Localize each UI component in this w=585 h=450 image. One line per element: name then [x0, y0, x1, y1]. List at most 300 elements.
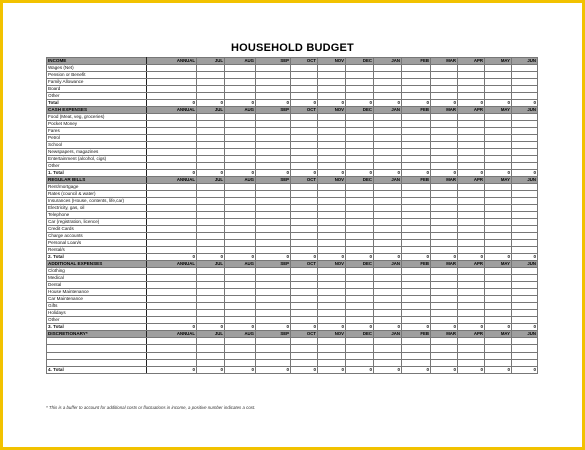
value-cell[interactable]: [346, 303, 374, 310]
value-cell[interactable]: [318, 226, 346, 233]
value-cell[interactable]: [225, 247, 256, 254]
value-cell[interactable]: [485, 184, 512, 191]
value-cell[interactable]: [147, 135, 197, 142]
value-cell[interactable]: [512, 163, 538, 170]
value-cell[interactable]: [256, 317, 291, 324]
value-cell[interactable]: [512, 156, 538, 163]
value-cell[interactable]: [458, 79, 485, 86]
value-cell[interactable]: [256, 79, 291, 86]
value-cell[interactable]: [374, 86, 402, 93]
value-cell[interactable]: [512, 149, 538, 156]
value-cell[interactable]: [346, 184, 374, 191]
value-cell[interactable]: [374, 317, 402, 324]
value-cell[interactable]: [147, 212, 197, 219]
value-cell[interactable]: [346, 233, 374, 240]
value-cell[interactable]: [402, 268, 431, 275]
value-cell[interactable]: [197, 65, 225, 72]
value-cell[interactable]: [458, 359, 485, 366]
value-cell[interactable]: [512, 268, 538, 275]
value-cell[interactable]: [256, 268, 291, 275]
value-cell[interactable]: [291, 240, 318, 247]
value-cell[interactable]: [197, 359, 225, 366]
value-cell[interactable]: [512, 226, 538, 233]
value-cell[interactable]: [256, 212, 291, 219]
value-cell[interactable]: [291, 338, 318, 345]
value-cell[interactable]: [431, 142, 458, 149]
value-cell[interactable]: [256, 289, 291, 296]
value-cell[interactable]: [485, 212, 512, 219]
value-cell[interactable]: [225, 86, 256, 93]
value-cell[interactable]: [512, 240, 538, 247]
value-cell[interactable]: [402, 233, 431, 240]
value-cell[interactable]: [458, 352, 485, 359]
value-cell[interactable]: [318, 359, 346, 366]
value-cell[interactable]: [458, 121, 485, 128]
value-cell[interactable]: [346, 72, 374, 79]
value-cell[interactable]: [291, 72, 318, 79]
value-cell[interactable]: [291, 317, 318, 324]
value-cell[interactable]: [431, 338, 458, 345]
value-cell[interactable]: [197, 86, 225, 93]
value-cell[interactable]: [402, 317, 431, 324]
value-cell[interactable]: [197, 72, 225, 79]
value-cell[interactable]: [318, 72, 346, 79]
value-cell[interactable]: [512, 338, 538, 345]
value-cell[interactable]: [147, 184, 197, 191]
value-cell[interactable]: [225, 219, 256, 226]
value-cell[interactable]: [431, 289, 458, 296]
value-cell[interactable]: [225, 303, 256, 310]
value-cell[interactable]: [512, 303, 538, 310]
value-cell[interactable]: [402, 289, 431, 296]
value-cell[interactable]: [225, 317, 256, 324]
value-cell[interactable]: [431, 233, 458, 240]
value-cell[interactable]: [512, 282, 538, 289]
value-cell[interactable]: [485, 128, 512, 135]
value-cell[interactable]: [485, 114, 512, 121]
value-cell[interactable]: [147, 338, 197, 345]
value-cell[interactable]: [402, 212, 431, 219]
value-cell[interactable]: [431, 65, 458, 72]
value-cell[interactable]: [346, 310, 374, 317]
value-cell[interactable]: [225, 205, 256, 212]
value-cell[interactable]: [346, 135, 374, 142]
value-cell[interactable]: [512, 86, 538, 93]
value-cell[interactable]: [402, 114, 431, 121]
value-cell[interactable]: [431, 121, 458, 128]
value-cell[interactable]: [256, 345, 291, 352]
value-cell[interactable]: [346, 345, 374, 352]
value-cell[interactable]: [458, 226, 485, 233]
value-cell[interactable]: [291, 345, 318, 352]
value-cell[interactable]: [197, 352, 225, 359]
value-cell[interactable]: [346, 226, 374, 233]
value-cell[interactable]: [256, 163, 291, 170]
value-cell[interactable]: [485, 226, 512, 233]
value-cell[interactable]: [402, 338, 431, 345]
value-cell[interactable]: [291, 198, 318, 205]
value-cell[interactable]: [318, 240, 346, 247]
value-cell[interactable]: [318, 296, 346, 303]
value-cell[interactable]: [485, 72, 512, 79]
value-cell[interactable]: [485, 191, 512, 198]
value-cell[interactable]: [431, 219, 458, 226]
value-cell[interactable]: [512, 128, 538, 135]
value-cell[interactable]: [512, 212, 538, 219]
value-cell[interactable]: [256, 226, 291, 233]
value-cell[interactable]: [458, 184, 485, 191]
value-cell[interactable]: [318, 65, 346, 72]
value-cell[interactable]: [147, 275, 197, 282]
value-cell[interactable]: [291, 191, 318, 198]
value-cell[interactable]: [402, 191, 431, 198]
value-cell[interactable]: [485, 345, 512, 352]
value-cell[interactable]: [346, 114, 374, 121]
value-cell[interactable]: [346, 149, 374, 156]
value-cell[interactable]: [147, 303, 197, 310]
value-cell[interactable]: [147, 233, 197, 240]
value-cell[interactable]: [512, 296, 538, 303]
value-cell[interactable]: [291, 149, 318, 156]
value-cell[interactable]: [374, 191, 402, 198]
value-cell[interactable]: [225, 212, 256, 219]
value-cell[interactable]: [147, 149, 197, 156]
value-cell[interactable]: [374, 198, 402, 205]
value-cell[interactable]: [431, 156, 458, 163]
value-cell[interactable]: [225, 156, 256, 163]
value-cell[interactable]: [458, 114, 485, 121]
value-cell[interactable]: [291, 352, 318, 359]
value-cell[interactable]: [147, 345, 197, 352]
value-cell[interactable]: [512, 93, 538, 100]
value-cell[interactable]: [256, 247, 291, 254]
value-cell[interactable]: [197, 303, 225, 310]
value-cell[interactable]: [197, 268, 225, 275]
value-cell[interactable]: [374, 338, 402, 345]
value-cell[interactable]: [512, 345, 538, 352]
value-cell[interactable]: [458, 86, 485, 93]
value-cell[interactable]: [291, 128, 318, 135]
value-cell[interactable]: [374, 219, 402, 226]
value-cell[interactable]: [197, 282, 225, 289]
value-cell[interactable]: [318, 303, 346, 310]
value-cell[interactable]: [431, 191, 458, 198]
value-cell[interactable]: [225, 121, 256, 128]
value-cell[interactable]: [485, 359, 512, 366]
value-cell[interactable]: [512, 247, 538, 254]
value-cell[interactable]: [225, 149, 256, 156]
value-cell[interactable]: [225, 163, 256, 170]
value-cell[interactable]: [147, 72, 197, 79]
value-cell[interactable]: [256, 184, 291, 191]
value-cell[interactable]: [374, 359, 402, 366]
value-cell[interactable]: [431, 163, 458, 170]
value-cell[interactable]: [431, 184, 458, 191]
value-cell[interactable]: [402, 156, 431, 163]
value-cell[interactable]: [318, 184, 346, 191]
value-cell[interactable]: [431, 79, 458, 86]
value-cell[interactable]: [458, 275, 485, 282]
value-cell[interactable]: [402, 198, 431, 205]
value-cell[interactable]: [458, 338, 485, 345]
value-cell[interactable]: [458, 198, 485, 205]
value-cell[interactable]: [485, 233, 512, 240]
value-cell[interactable]: [374, 135, 402, 142]
value-cell[interactable]: [147, 310, 197, 317]
value-cell[interactable]: [256, 93, 291, 100]
value-cell[interactable]: [318, 212, 346, 219]
value-cell[interactable]: [291, 282, 318, 289]
value-cell[interactable]: [256, 303, 291, 310]
value-cell[interactable]: [225, 310, 256, 317]
value-cell[interactable]: [225, 198, 256, 205]
value-cell[interactable]: [256, 121, 291, 128]
value-cell[interactable]: [197, 205, 225, 212]
value-cell[interactable]: [318, 156, 346, 163]
value-cell[interactable]: [197, 226, 225, 233]
value-cell[interactable]: [256, 142, 291, 149]
value-cell[interactable]: [346, 191, 374, 198]
value-cell[interactable]: [291, 93, 318, 100]
value-cell[interactable]: [256, 352, 291, 359]
value-cell[interactable]: [485, 240, 512, 247]
value-cell[interactable]: [374, 352, 402, 359]
value-cell[interactable]: [318, 163, 346, 170]
value-cell[interactable]: [256, 240, 291, 247]
value-cell[interactable]: [197, 247, 225, 254]
value-cell[interactable]: [485, 282, 512, 289]
value-cell[interactable]: [225, 128, 256, 135]
value-cell[interactable]: [291, 212, 318, 219]
value-cell[interactable]: [346, 359, 374, 366]
value-cell[interactable]: [402, 296, 431, 303]
value-cell[interactable]: [256, 198, 291, 205]
value-cell[interactable]: [458, 282, 485, 289]
value-cell[interactable]: [256, 65, 291, 72]
value-cell[interactable]: [374, 345, 402, 352]
value-cell[interactable]: [225, 240, 256, 247]
value-cell[interactable]: [485, 156, 512, 163]
value-cell[interactable]: [346, 121, 374, 128]
value-cell[interactable]: [197, 142, 225, 149]
value-cell[interactable]: [431, 275, 458, 282]
value-cell[interactable]: [431, 240, 458, 247]
value-cell[interactable]: [147, 219, 197, 226]
value-cell[interactable]: [431, 135, 458, 142]
value-cell[interactable]: [346, 268, 374, 275]
value-cell[interactable]: [346, 317, 374, 324]
value-cell[interactable]: [485, 296, 512, 303]
value-cell[interactable]: [374, 121, 402, 128]
value-cell[interactable]: [346, 93, 374, 100]
value-cell[interactable]: [346, 156, 374, 163]
value-cell[interactable]: [485, 198, 512, 205]
value-cell[interactable]: [256, 114, 291, 121]
value-cell[interactable]: [197, 79, 225, 86]
value-cell[interactable]: [458, 135, 485, 142]
value-cell[interactable]: [374, 247, 402, 254]
value-cell[interactable]: [374, 212, 402, 219]
value-cell[interactable]: [512, 219, 538, 226]
value-cell[interactable]: [458, 156, 485, 163]
value-cell[interactable]: [374, 296, 402, 303]
value-cell[interactable]: [485, 268, 512, 275]
value-cell[interactable]: [431, 317, 458, 324]
value-cell[interactable]: [147, 93, 197, 100]
value-cell[interactable]: [225, 72, 256, 79]
value-cell[interactable]: [346, 240, 374, 247]
value-cell[interactable]: [485, 219, 512, 226]
value-cell[interactable]: [147, 114, 197, 121]
value-cell[interactable]: [318, 345, 346, 352]
value-cell[interactable]: [512, 310, 538, 317]
value-cell[interactable]: [197, 345, 225, 352]
value-cell[interactable]: [147, 163, 197, 170]
value-cell[interactable]: [374, 142, 402, 149]
value-cell[interactable]: [147, 268, 197, 275]
value-cell[interactable]: [346, 86, 374, 93]
value-cell[interactable]: [512, 79, 538, 86]
value-cell[interactable]: [374, 205, 402, 212]
value-cell[interactable]: [431, 128, 458, 135]
value-cell[interactable]: [225, 275, 256, 282]
value-cell[interactable]: [291, 219, 318, 226]
value-cell[interactable]: [431, 114, 458, 121]
value-cell[interactable]: [225, 184, 256, 191]
value-cell[interactable]: [197, 128, 225, 135]
value-cell[interactable]: [431, 310, 458, 317]
value-cell[interactable]: [485, 86, 512, 93]
value-cell[interactable]: [147, 352, 197, 359]
value-cell[interactable]: [197, 184, 225, 191]
value-cell[interactable]: [402, 275, 431, 282]
value-cell[interactable]: [402, 219, 431, 226]
value-cell[interactable]: [402, 247, 431, 254]
value-cell[interactable]: [256, 72, 291, 79]
value-cell[interactable]: [147, 198, 197, 205]
value-cell[interactable]: [318, 282, 346, 289]
value-cell[interactable]: [402, 345, 431, 352]
value-cell[interactable]: [512, 352, 538, 359]
value-cell[interactable]: [431, 303, 458, 310]
value-cell[interactable]: [402, 352, 431, 359]
value-cell[interactable]: [431, 198, 458, 205]
value-cell[interactable]: [374, 128, 402, 135]
value-cell[interactable]: [147, 191, 197, 198]
value-cell[interactable]: [291, 310, 318, 317]
value-cell[interactable]: [402, 205, 431, 212]
value-cell[interactable]: [402, 282, 431, 289]
value-cell[interactable]: [147, 289, 197, 296]
value-cell[interactable]: [291, 135, 318, 142]
value-cell[interactable]: [291, 79, 318, 86]
value-cell[interactable]: [225, 191, 256, 198]
value-cell[interactable]: [431, 268, 458, 275]
value-cell[interactable]: [318, 352, 346, 359]
value-cell[interactable]: [318, 121, 346, 128]
value-cell[interactable]: [147, 128, 197, 135]
value-cell[interactable]: [147, 156, 197, 163]
value-cell[interactable]: [318, 128, 346, 135]
value-cell[interactable]: [197, 93, 225, 100]
value-cell[interactable]: [431, 212, 458, 219]
value-cell[interactable]: [458, 205, 485, 212]
value-cell[interactable]: [318, 317, 346, 324]
value-cell[interactable]: [458, 65, 485, 72]
value-cell[interactable]: [512, 289, 538, 296]
value-cell[interactable]: [458, 296, 485, 303]
value-cell[interactable]: [485, 163, 512, 170]
value-cell[interactable]: [197, 310, 225, 317]
value-cell[interactable]: [291, 289, 318, 296]
value-cell[interactable]: [346, 128, 374, 135]
value-cell[interactable]: [402, 72, 431, 79]
value-cell[interactable]: [147, 86, 197, 93]
value-cell[interactable]: [431, 226, 458, 233]
value-cell[interactable]: [431, 282, 458, 289]
value-cell[interactable]: [458, 240, 485, 247]
value-cell[interactable]: [147, 226, 197, 233]
value-cell[interactable]: [458, 128, 485, 135]
value-cell[interactable]: [197, 240, 225, 247]
value-cell[interactable]: [291, 184, 318, 191]
value-cell[interactable]: [402, 310, 431, 317]
value-cell[interactable]: [147, 317, 197, 324]
value-cell[interactable]: [458, 310, 485, 317]
value-cell[interactable]: [318, 135, 346, 142]
value-cell[interactable]: [374, 93, 402, 100]
value-cell[interactable]: [225, 345, 256, 352]
value-cell[interactable]: [197, 275, 225, 282]
value-cell[interactable]: [431, 205, 458, 212]
value-cell[interactable]: [458, 303, 485, 310]
value-cell[interactable]: [374, 184, 402, 191]
value-cell[interactable]: [225, 296, 256, 303]
value-cell[interactable]: [512, 275, 538, 282]
value-cell[interactable]: [256, 282, 291, 289]
value-cell[interactable]: [197, 156, 225, 163]
value-cell[interactable]: [458, 247, 485, 254]
value-cell[interactable]: [374, 163, 402, 170]
value-cell[interactable]: [485, 303, 512, 310]
value-cell[interactable]: [512, 65, 538, 72]
value-cell[interactable]: [346, 212, 374, 219]
value-cell[interactable]: [346, 247, 374, 254]
value-cell[interactable]: [374, 156, 402, 163]
value-cell[interactable]: [256, 149, 291, 156]
value-cell[interactable]: [147, 205, 197, 212]
value-cell[interactable]: [256, 296, 291, 303]
value-cell[interactable]: [256, 338, 291, 345]
value-cell[interactable]: [402, 93, 431, 100]
value-cell[interactable]: [197, 289, 225, 296]
value-cell[interactable]: [402, 65, 431, 72]
value-cell[interactable]: [458, 289, 485, 296]
value-cell[interactable]: [197, 198, 225, 205]
value-cell[interactable]: [225, 79, 256, 86]
value-cell[interactable]: [318, 79, 346, 86]
value-cell[interactable]: [374, 233, 402, 240]
value-cell[interactable]: [485, 352, 512, 359]
value-cell[interactable]: [346, 219, 374, 226]
value-cell[interactable]: [458, 345, 485, 352]
value-cell[interactable]: [256, 128, 291, 135]
value-cell[interactable]: [256, 233, 291, 240]
value-cell[interactable]: [291, 86, 318, 93]
value-cell[interactable]: [431, 72, 458, 79]
value-cell[interactable]: [346, 205, 374, 212]
value-cell[interactable]: [197, 219, 225, 226]
